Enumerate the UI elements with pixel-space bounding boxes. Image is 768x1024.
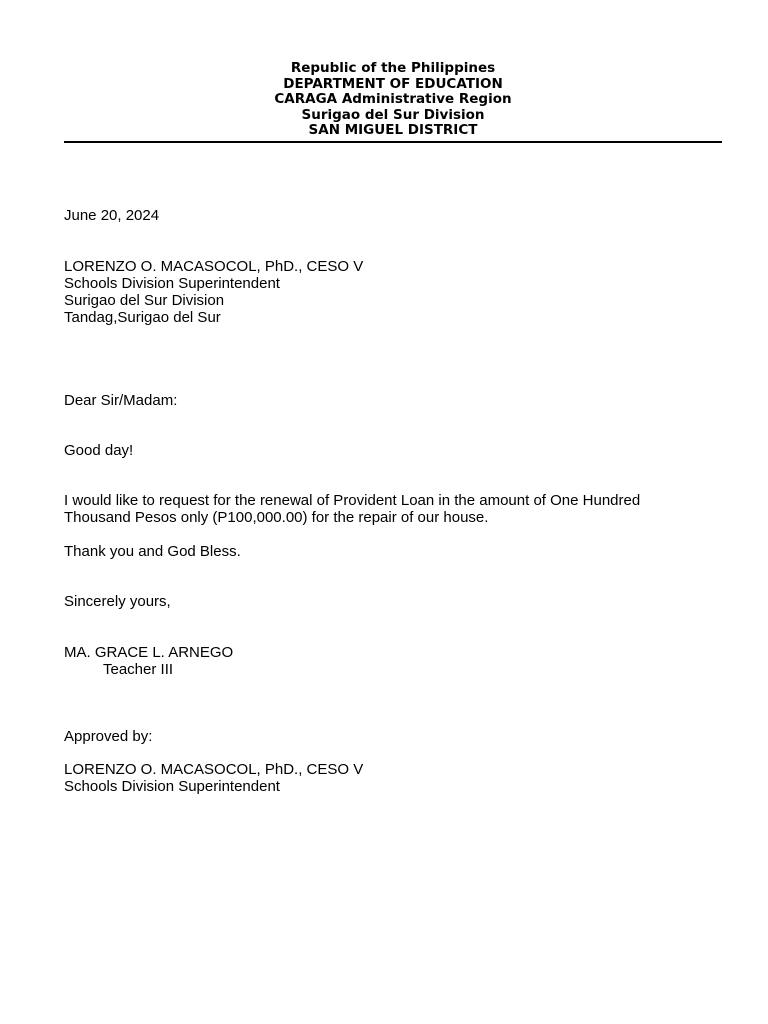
letter-body-line: Thousand Pesos only (P100,000.00) for the repair of our house. xyxy=(64,509,489,526)
recipient-name: LORENZO O. MACASOCOL, PhD., CESO V xyxy=(64,258,364,275)
recipient-address: Tandag,Surigao del Sur xyxy=(64,309,221,326)
signatory-name: MA. GRACE L. ARNEGO xyxy=(64,644,234,661)
letterhead-division: Surigao del Sur Division xyxy=(301,106,485,123)
approver-name: LORENZO O. MACASOCOL, PhD., CESO V xyxy=(64,761,364,778)
letterhead-region: CARAGA Administrative Region xyxy=(274,91,512,107)
thanks-line: Thank you and God Bless. xyxy=(64,543,241,560)
signatory-title: Teacher III xyxy=(103,661,174,678)
letterhead-department: DEPARTMENT OF EDUCATION xyxy=(283,75,503,92)
recipient-division: Surigao del Sur Division xyxy=(64,292,225,309)
letterhead-divider xyxy=(64,141,722,143)
greeting: Good day! xyxy=(64,442,134,459)
letter-body-line: I would like to request for the renewal of Provident Loan in the amount of One Hundred xyxy=(64,492,641,509)
approver-block xyxy=(64,761,363,795)
letterhead-district: SAN MIGUEL DISTRICT xyxy=(308,122,478,138)
approved-by-label: Approved by: xyxy=(64,728,153,745)
letterhead xyxy=(64,61,722,139)
salutation: Dear Sir/Madam: xyxy=(64,392,178,409)
recipient-title: Schools Division Superintendent xyxy=(64,275,280,292)
closing: Sincerely yours, xyxy=(64,593,171,610)
approver-title: Schools Division Superintendent xyxy=(64,778,280,795)
letterhead-country: Republic of the Philippines xyxy=(290,60,496,76)
recipient-block xyxy=(64,258,363,326)
letter-body xyxy=(64,492,640,526)
signature-block xyxy=(64,644,233,678)
letter-date: June 20, 2024 xyxy=(64,207,160,224)
